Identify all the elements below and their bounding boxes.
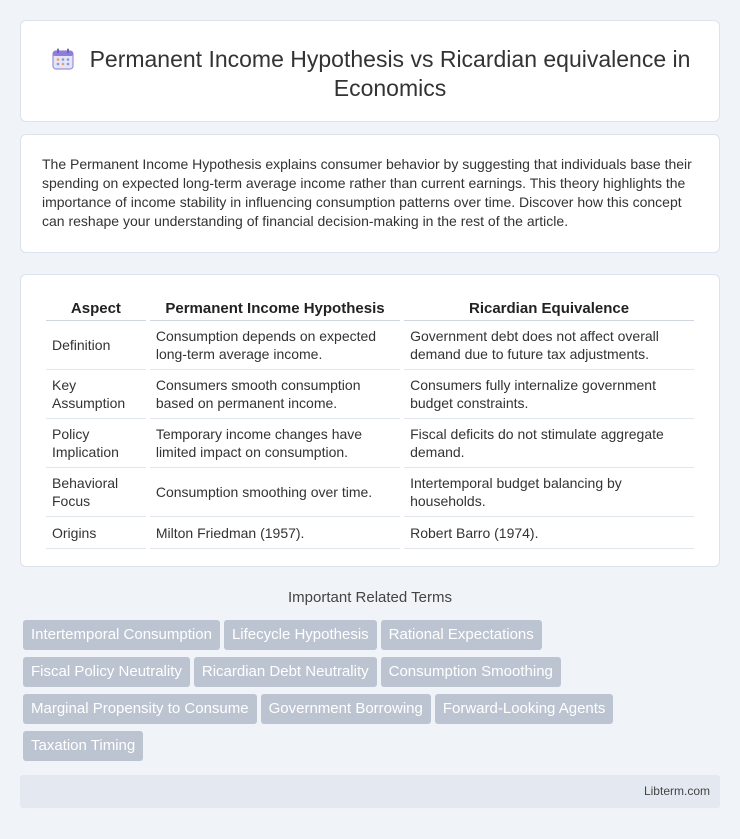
comparison-table [42,295,698,549]
footer-site-link[interactable]: Libterm.com [643,784,710,798]
row-aspect: Origins [46,517,146,549]
row-re: Intertemporal budget balancing by households. [404,468,694,517]
header-permanent-income: Permanent Income Hypothesis [150,295,400,321]
row-aspect: Policy Implication [46,419,146,468]
row-aspect: Behavioral Focus [46,468,146,517]
related-term-tag[interactable]: Government Borrowing [261,694,431,724]
intro-card [20,134,720,253]
table-header-row [46,295,694,321]
row-aspect: Key Assumption [46,370,146,419]
title-card [20,20,720,122]
row-re: Robert Barro (1974). [404,517,694,549]
table-row [46,419,694,468]
row-pih: Consumption depends on expected long-term average income. [150,321,400,370]
comparison-card [20,274,720,567]
row-pih: Consumers smooth consumption based on permanent income. [150,370,400,419]
table-row [46,370,694,419]
related-terms-list [23,620,713,768]
row-pih: Temporary income changes have limited impact on consumption. [150,419,400,468]
header-ricardian: Ricardian Equivalence [404,295,694,321]
related-term-tag[interactable]: Intertemporal Consumption [23,620,220,650]
row-pih: Consumption smoothing over time. [150,468,400,517]
intro-paragraph: The Permanent Income Hypothesis explains consumer behavior by suggesting that individuals base their spending on expected long-term average income rather than current earnings. This theory highlights the importance of income stability in influencing consumption patterns over time. Discover how this concept can reshape your understanding of financial decision-making in the rest of the article. [42,156,692,229]
related-term-tag[interactable]: Marginal Propensity to Consume [23,694,257,724]
related-terms-heading: Important Related Terms [288,589,452,606]
row-re: Government debt does not affect overall demand due to future tax adjustments. [404,321,694,370]
page-title: Permanent Income Hypothesis vs Ricardian equivalence in Economics [89,46,691,101]
header-aspect: Aspect [46,295,146,321]
related-term-tag[interactable]: Rational Expectations [381,620,542,650]
related-term-tag[interactable]: Ricardian Debt Neutrality [194,657,377,687]
row-pih: Milton Friedman (1957). [150,517,400,549]
table-row [46,517,694,549]
related-term-tag[interactable]: Lifecycle Hypothesis [224,620,377,650]
row-re: Fiscal deficits do not stimulate aggregate demand. [404,419,694,468]
related-term-tag[interactable]: Forward-Looking Agents [435,694,614,724]
related-term-tag[interactable]: Fiscal Policy Neutrality [23,657,190,687]
table-row [46,321,694,370]
related-term-tag[interactable]: Consumption Smoothing [381,657,561,687]
row-aspect: Definition [46,321,146,370]
footer [20,775,720,808]
table-row [46,468,694,517]
related-term-tag[interactable]: Taxation Timing [23,731,143,761]
row-re: Consumers fully internalize government budget constraints. [404,370,694,419]
